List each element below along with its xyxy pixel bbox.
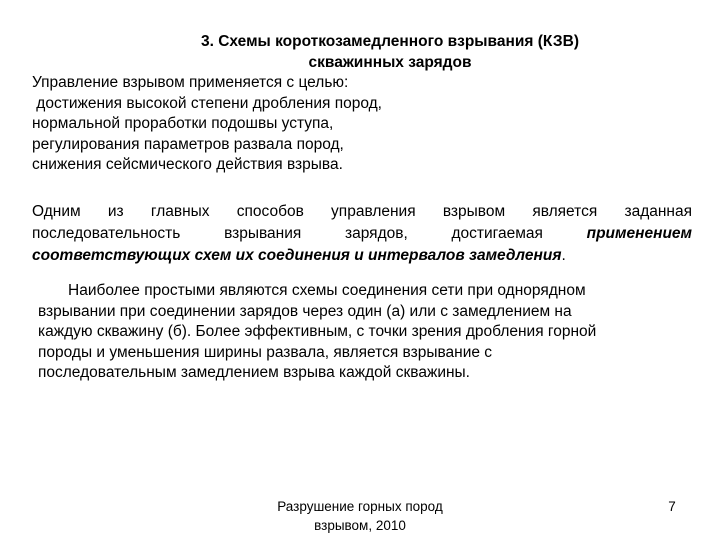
intro-line: Управление взрывом применяется с целью: xyxy=(32,74,349,91)
emphasis-text: применением xyxy=(586,225,692,242)
schemes-line: Наиболее простыми являются схемы соединения сети при однорядном xyxy=(68,282,586,299)
control-paragraph-line-1: Одним из главных способов управления взрывом является заданная xyxy=(32,203,692,220)
intro-list xyxy=(32,73,692,176)
intro-line: регулирования параметров развала пород, xyxy=(32,135,344,153)
schemes-line: породы и уменьшения ширины развала, является взрывание с xyxy=(38,343,493,361)
title-line-1: 3. Схемы короткозамедленного взрывания (КЗВ) xyxy=(201,33,579,50)
schemes-paragraph xyxy=(38,281,698,384)
schemes-line: взрывании при соединении зарядов через один (а) или с замедлением на xyxy=(38,302,572,320)
schemes-line: последовательным замедлением взрыва каждой скважины. xyxy=(38,364,470,381)
slide-title xyxy=(140,31,640,73)
footer-caption xyxy=(255,497,465,535)
intro-line: снижения сейсмического действия взрыва. xyxy=(32,156,343,173)
period-text: . xyxy=(561,247,566,264)
control-paragraph-line-3 xyxy=(32,245,692,267)
control-paragraph-text: последовательность взрывания зарядов, достигаемая xyxy=(32,225,543,242)
control-paragraph xyxy=(32,201,692,267)
footer-line-1: Разрушение горных пород xyxy=(277,499,443,514)
intro-line: достижения высокой степени дробления пород, xyxy=(32,94,382,112)
title-line-2: скважинных зарядов xyxy=(308,54,472,71)
intro-line: нормальной проработки подошвы уступа, xyxy=(32,115,334,132)
control-paragraph-line-2 xyxy=(32,223,692,245)
footer-line-2: взрывом, 2010 xyxy=(314,518,406,533)
page-number: 7 xyxy=(668,499,676,514)
emphasis-text: соответствующих схем их соединения и интервалов замедления xyxy=(32,247,562,264)
schemes-line: каждую скважину (б). Более эффективным, с точки зрения дробления горной xyxy=(38,323,597,340)
